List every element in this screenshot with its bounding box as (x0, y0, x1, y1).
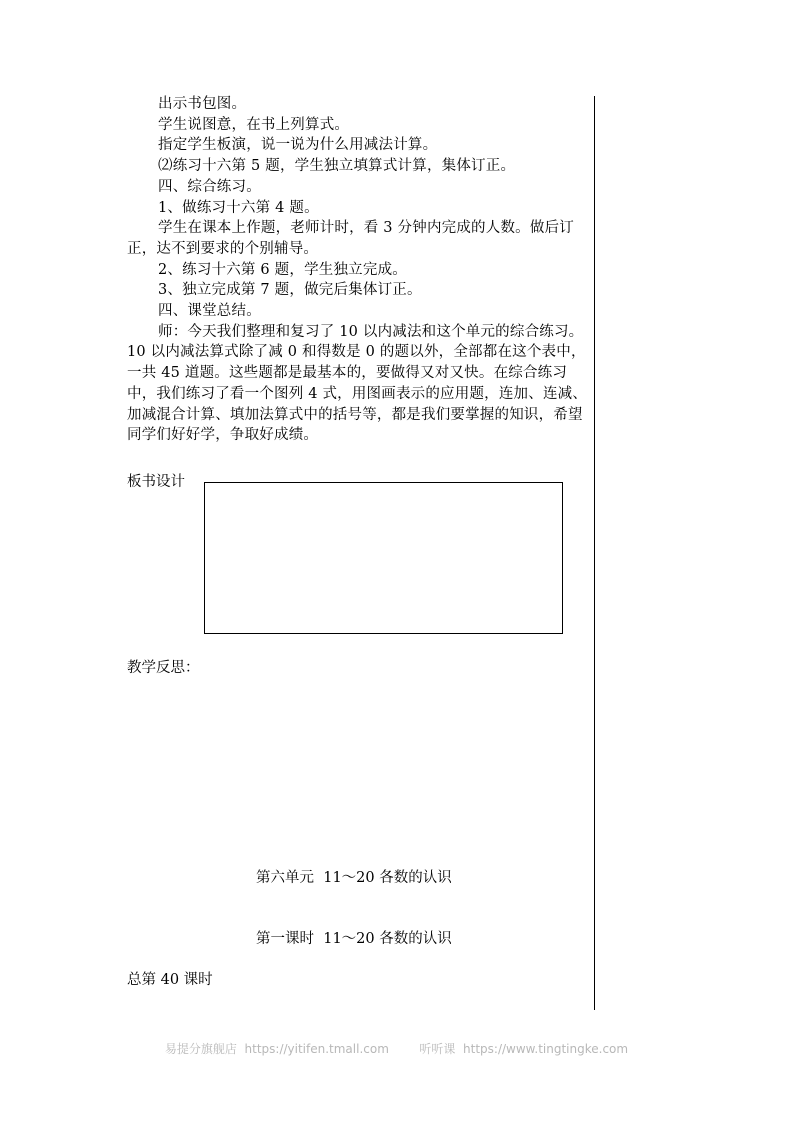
footer-watermark: 易提分旗舰店 https://yitifen.tmall.com 听听课 https://www.tingtingke.com (164, 1042, 629, 1056)
line-exercise-7: 3、独立完成第 7 题，做完后集体订正。 (158, 282, 422, 299)
line-exercise-4: 1、做练习十六第 4 题。 (158, 199, 319, 216)
line-exercise-6: 2、练习十六第 6 题，学生独立完成。 (158, 261, 407, 278)
lesson-body (127, 94, 589, 446)
teaching-reflection-label: 教学反思： (127, 660, 200, 676)
line-exercise-5: ⑵练习十六第 5 题，学生独立填算式计算，集体订正。 (158, 158, 516, 175)
line-board-demo: 指定学生板演，说一说为什么用减法计算。 (158, 137, 438, 154)
paragraph-timed-practice: 学生在课本上作题，老师计时，看 3 分钟内完成的人数。做后订正，达不到要求的个别辅导。 (127, 220, 574, 257)
total-lesson-count: 总第 40 课时 (127, 972, 213, 988)
lesson-title: 第一课时 11～20 各数的认识 (256, 931, 452, 947)
heading-comprehensive-practice: 四、综合练习。 (158, 178, 261, 195)
board-design-box (204, 482, 563, 634)
board-design-label: 板书设计 (127, 474, 185, 490)
line-describe-picture: 学生说图意，在书上列算式。 (158, 116, 350, 133)
unit-title: 第六单元 11～20 各数的认识 (256, 870, 452, 886)
paragraph-teacher-summary: 师：今天我们整理和复习了 10 以内减法和这个单元的综合练习。10 以内减法算式除了减 0 和得数是 0 的题以外，全部都在这个表中，一共 45 道题。这些题都是最基本的，要做得又对又快。在综合练习中，我们练习了看一个图列 4 式，用图画表示的应用题，连加、连减、加减混合计算、填加法算式中的括号等，都是我们要掌握的知识，希望同学们好好学，争取好成绩。 (127, 323, 588, 444)
heading-class-summary: 四、课堂总结。 (158, 303, 261, 320)
right-margin-rule (594, 96, 595, 1010)
line-show-picture: 出示书包图。 (158, 96, 247, 112)
